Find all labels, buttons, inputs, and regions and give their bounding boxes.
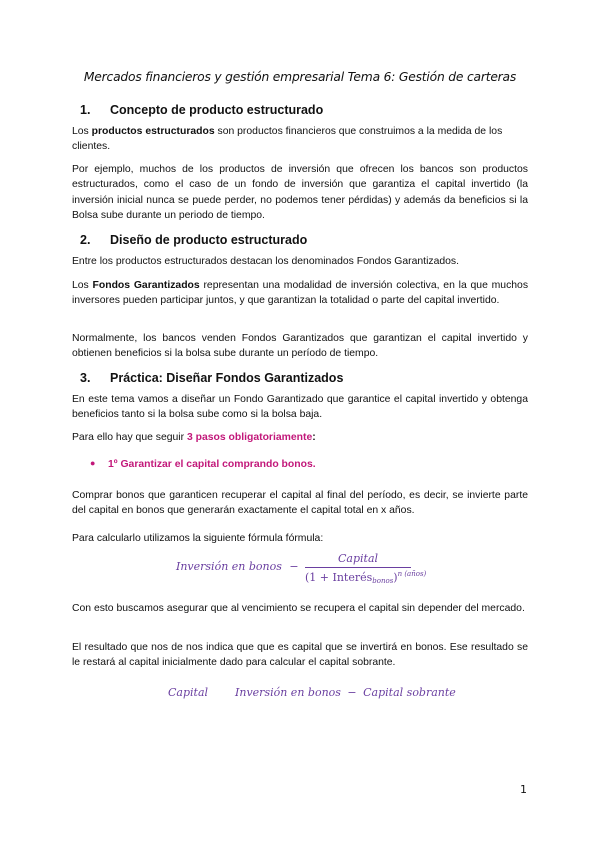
s1-p1-pre: Los xyxy=(72,126,92,137)
s3-paragraph-6: El resultado que nos de nos indica que que es capital que se invertirá en bonos. Ese resultado se le restará al capital inicialmente dado para calcular el capital sobrante. xyxy=(72,642,528,669)
formula-2-inversion: Inversión en bonos xyxy=(235,686,341,699)
s3-paragraph-1: En este tema vamos a diseñar un Fondo Garantizado que garantice el capital invertido y obtenga beneficios tanto si la bolsa sube como si la bolsa baja. xyxy=(72,394,528,421)
formula-2 xyxy=(168,686,456,699)
section-2-number: 2. xyxy=(80,233,91,247)
formula-1-denominator xyxy=(305,568,427,585)
formula-2-sobrante: Capital sobrante xyxy=(363,686,456,699)
bullet-dot-icon: ● xyxy=(90,458,96,468)
section-3-title: Práctica: Diseñar Fondos Garantizados xyxy=(110,371,344,385)
section-1-number: 1. xyxy=(80,103,91,117)
s2-p2-pre: Los xyxy=(72,280,93,291)
formula-2-operator: − xyxy=(347,686,357,699)
s2-paragraph-3: Normalmente, los bancos venden Fondos Garantizados que garantizan el capital invertido y obtienen beneficios si la bolsa sube durante un período de tiempo. xyxy=(72,333,528,360)
s2-paragraph-1: Entre los productos estructurados destacan los denominados Fondos Garantizados. xyxy=(72,256,459,267)
s2-p2-post: representan una modalidad de inversión colectiva, en la que muchos inversores pueden participar juntos, y que garantizan la totalidad o parte del capital invertido. xyxy=(72,280,529,307)
s2-p2-bold: Fondos Garantizados xyxy=(92,280,200,291)
formula-1-operator: − xyxy=(289,560,299,573)
section-3-number: 3. xyxy=(80,371,91,385)
s1-paragraph-1 xyxy=(72,124,528,155)
section-1-heading xyxy=(80,103,323,117)
section-1-title: Concepto de producto estructurado xyxy=(110,103,324,117)
s2-paragraph-2 xyxy=(72,278,528,309)
formula-1-numerator: Capital xyxy=(305,552,411,568)
s1-p1-post: son productos financieros que construimos a la medida de los clientes. xyxy=(72,126,503,153)
s1-p1-bold: productos estructurados xyxy=(91,126,215,137)
section-2-title: Diseño de producto estructurado xyxy=(110,233,308,247)
formula-1-den-close: ) xyxy=(393,571,398,584)
s3-paragraph-4: Para calcularlo utilizamos la siguiente fórmula fórmula: xyxy=(72,533,324,544)
section-3-heading xyxy=(80,371,343,385)
s3-p2-highlight: 3 pasos obligatoriamente xyxy=(186,432,313,443)
bullet-item-1 xyxy=(90,458,316,470)
document-title: Mercados financieros y gestión empresarial Tema 6: Gestión de carteras xyxy=(83,70,517,84)
s3-paragraph-5: Con esto buscamos asegurar que al vencimiento se recupera el capital sin depender del mercado. xyxy=(72,603,525,614)
formula-2-capital: Capital xyxy=(168,686,209,699)
page-number: 1 xyxy=(520,783,527,796)
s3-paragraph-2 xyxy=(72,430,528,445)
formula-1-den-sub: bonos xyxy=(372,577,394,585)
formula-1-lhs xyxy=(176,560,299,573)
formula-1-den-open: (1 + Interés xyxy=(305,571,373,584)
s3-paragraph-3: Comprar bonos que garanticen recuperar el capital al final del período, es decir, se invierte parte del capital en bonos que generarán exactamente el capital total en x años. xyxy=(72,490,528,517)
s1-paragraph-2: Por ejemplo, muchos de los productos de inversión que ofrecen los bancos son productos estructurados, como el caso de un fondo de inversión que garantiza el capital invertido (la inversión inicial nunca se puede perder, no podemos tener pérdidas) y además da beneficios si la Bolsa sube durante un periodo de tiempo. xyxy=(72,164,528,222)
section-2-heading xyxy=(80,233,307,247)
formula-1-lhs-text: Inversión en bonos xyxy=(176,560,282,573)
formula-1-den-sup: n (años) xyxy=(397,570,427,578)
bullet-item-1-label: 1º Garantizar el capital comprando bonos. xyxy=(108,459,316,470)
s3-p2-pre: Para ello hay que seguir xyxy=(72,432,187,443)
formula-1-fraction xyxy=(305,552,427,585)
s3-p2-post: : xyxy=(312,432,316,443)
